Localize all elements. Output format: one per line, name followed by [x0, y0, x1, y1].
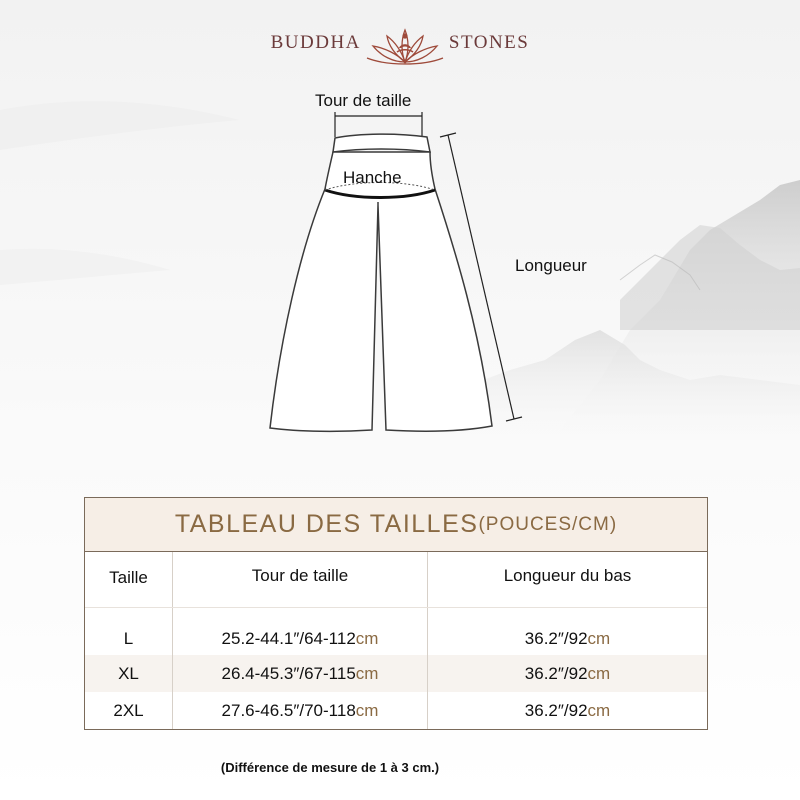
cell-length-unit: cm — [587, 663, 611, 683]
table-row — [85, 655, 707, 692]
measurement-note: (Différence de mesure de 1 à 3 cm.) — [220, 760, 440, 775]
header-waist: Tour de taille — [173, 552, 428, 607]
cell-waist-unit: cm — [355, 629, 379, 648]
length-label: Longueur — [515, 256, 587, 275]
cell-waist-unit: cm — [355, 700, 379, 720]
size-chart-title-units: (POUCES/CM) — [478, 513, 618, 535]
brand-name-left: BUDDHA — [270, 32, 361, 53]
cell-length — [428, 655, 707, 692]
size-chart-title-main: TABLEAU DES TAILLES — [174, 510, 479, 538]
table-row — [85, 692, 707, 729]
size-chart-title — [85, 498, 707, 552]
waist-label: Tour de taille — [315, 91, 412, 110]
cell-length-unit: cm — [587, 700, 611, 720]
waist-measure-line — [335, 112, 422, 137]
cell-length-value: 36.2″/92 — [524, 700, 588, 720]
cell-waist — [173, 608, 428, 655]
cell-waist — [173, 655, 428, 692]
cell-size: L — [85, 608, 173, 655]
cell-length — [428, 692, 707, 729]
cell-length — [428, 608, 707, 655]
cell-waist-value: 26.4-45.3″/67-115 — [221, 663, 356, 683]
cell-waist-value: 27.6-46.5″/70-118 — [221, 700, 356, 720]
size-chart-table — [84, 497, 708, 730]
cell-size: 2XL — [85, 692, 173, 729]
hip-label: Hanche — [343, 168, 402, 187]
header-length: Longueur du bas — [503, 566, 632, 585]
cell-waist-value: 25.2-44.1″/64-112 — [221, 629, 356, 648]
brand-name-right: STONES — [448, 32, 530, 53]
table-row — [85, 608, 707, 655]
cell-length-value: 36.2″/92 — [524, 663, 588, 683]
cell-waist-unit: cm — [355, 663, 379, 683]
cell-length-unit: cm — [587, 629, 611, 648]
cell-size: XL — [85, 655, 173, 692]
cell-waist — [173, 692, 428, 729]
header-size: Taille — [85, 552, 173, 607]
cell-length-value: 36.2″/92 — [524, 629, 588, 648]
size-chart-header-row — [85, 552, 707, 608]
